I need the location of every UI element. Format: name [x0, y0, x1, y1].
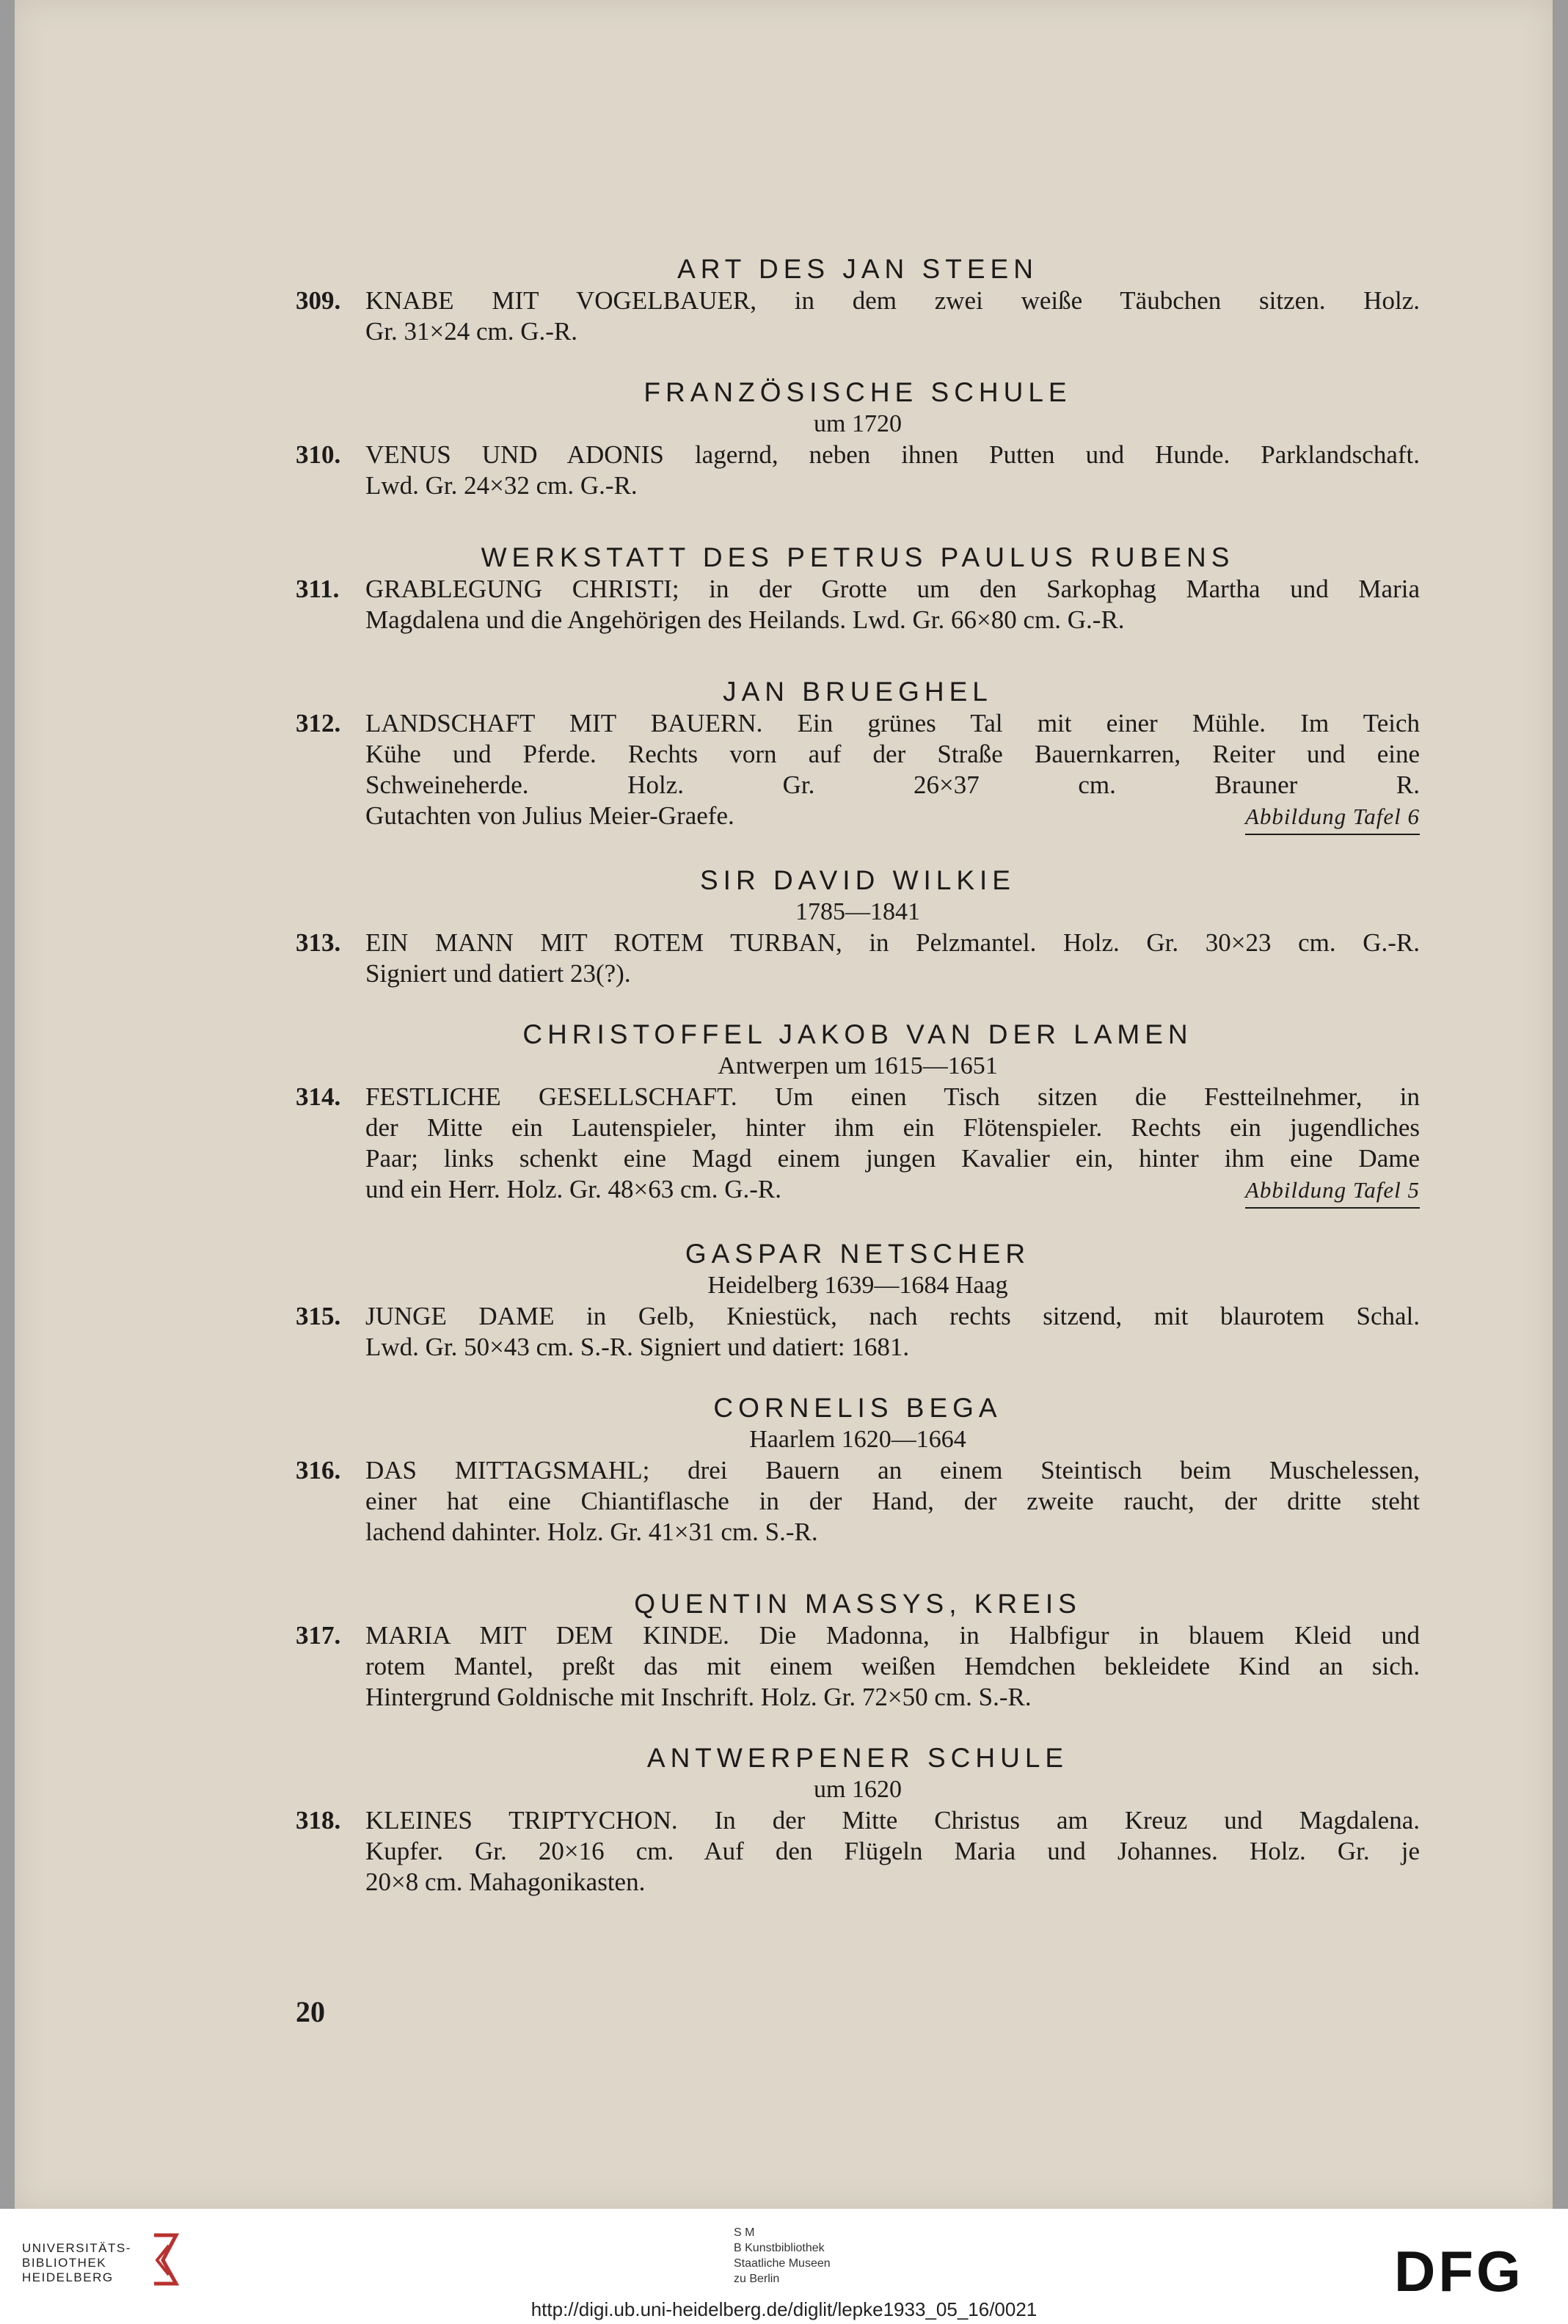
artist-dates: um 1720 — [814, 410, 902, 437]
description-line: VENUS UND ADONIS lagernd, neben ihnen Putten und Hunde. Parklandschaft. — [365, 440, 1420, 469]
viewer-footer — [0, 2209, 1568, 2324]
artist-dates: Haarlem 1620—1664 — [749, 1426, 966, 1453]
artist-dates: Heidelberg 1639—1684 Haag — [707, 1272, 1008, 1299]
description-line: Schweineherde. Holz. Gr. 26×37 cm. Brauner R. — [365, 771, 1420, 799]
lot-number: 312. — [296, 709, 341, 737]
catalog-entry — [296, 708, 1420, 835]
description-line: einer hat eine Chiantiflasche in der Hand, der zweite raucht, der dritte steht — [365, 1487, 1420, 1515]
logo-line: UNIVERSITÄTS- — [22, 2241, 131, 2255]
info-line: Staatliche Museen — [734, 2257, 831, 2270]
lot-number: 318. — [296, 1806, 341, 1835]
artist-heading: ANTWERPENER SCHULE — [646, 1743, 1069, 1773]
entry-description — [365, 1805, 1420, 1898]
logo-line: BIBLIOTHEK — [22, 2256, 107, 2270]
catalog-entry — [296, 1082, 1420, 1209]
entry-description — [365, 574, 1420, 635]
info-line: zu Berlin — [734, 2273, 780, 2285]
plate-reference-link[interactable]: Abbildung Tafel 5 — [1245, 1175, 1420, 1209]
catalog-entry — [296, 440, 1420, 501]
description-line: FESTLICHE GESELLSCHAFT. Um einen Tisch sitzen die Festteilnehmer, in — [365, 1082, 1420, 1111]
entry-description — [365, 1620, 1420, 1713]
lot-number: 310. — [296, 440, 341, 469]
entry-description — [365, 1082, 1420, 1209]
description-line: Gr. 31×24 cm. G.-R. — [365, 317, 578, 346]
description-line: lachend dahinter. Holz. Gr. 41×31 cm. S.-R. — [365, 1518, 818, 1546]
description-line: rotem Mantel, preßt das mit einem weißen Hemdchen bekleidete Kind an sich. — [365, 1652, 1420, 1680]
entry-gap — [296, 501, 1420, 542]
info-line: S M — [734, 2226, 755, 2239]
artist-heading: GASPAR NETSCHER — [685, 1239, 1031, 1269]
catalog-entry — [296, 1301, 1420, 1363]
description-line: LANDSCHAFT MIT BAUERN. Ein grünes Tal mit einer Mühle. Im Teich — [365, 709, 1420, 737]
lot-number: 311. — [296, 575, 340, 603]
artist-heading: CHRISTOFFEL JAKOB VAN DER LAMEN — [522, 1019, 1193, 1049]
entry-gap — [296, 989, 1420, 1019]
entry-gap — [296, 347, 1420, 376]
description-line: GRABLEGUNG CHRISTI; in der Grotte um den Sarkophag Martha und Maria — [365, 575, 1420, 603]
description-line: KLEINES TRIPTYCHON. In der Mitte Christus am Kreuz und Magdalena. — [365, 1806, 1420, 1835]
description-line: der Mitte ein Lautenspieler, hinter ihm ein Flötenspieler. Rechts ein jugendliches — [365, 1113, 1420, 1142]
artist-heading: ART DES JAN STEEN — [677, 254, 1038, 284]
artist-dates: um 1620 — [814, 1776, 902, 1803]
page-url-link[interactable]: http://digi.ub.uni-heidelberg.de/diglit/lepke1933_05_16/0021 — [530, 2298, 1038, 2320]
lot-number: 317. — [296, 1621, 341, 1650]
description-line: und ein Herr. Holz. Gr. 48×63 cm. G.-R. — [365, 1175, 782, 1203]
heidelberg-logo-icon — [147, 2231, 185, 2288]
lot-number: 316. — [296, 1456, 341, 1485]
description-line: Lwd. Gr. 50×43 cm. S.-R. Signiert und datiert: 1681. — [365, 1333, 910, 1361]
artist-heading: FRANZÖSISCHE SCHULE — [643, 377, 1072, 407]
scanned-page — [15, 0, 1553, 2209]
entry-description — [365, 1301, 1420, 1363]
entry-description — [365, 1455, 1420, 1548]
artist-heading: WERKSTATT DES PETRUS PAULUS RUBENS — [481, 542, 1235, 572]
catalog-content — [296, 253, 1420, 1898]
entry-gap — [296, 1363, 1420, 1392]
artist-heading: JAN BRUEGHEL — [723, 677, 993, 707]
description-line: Hintergrund Goldnische mit Inschrift. Holz. Gr. 72×50 cm. S.-R. — [365, 1683, 1032, 1711]
description-line: Magdalena und die Angehörigen des Heilands. Lwd. Gr. 66×80 cm. G.-R. — [365, 605, 1125, 634]
smb-kunstbibliothek-logo[interactable] — [734, 2225, 831, 2287]
description-last-line — [365, 801, 1420, 835]
catalog-entry — [296, 928, 1420, 989]
catalog-entry — [296, 1805, 1420, 1898]
artist-dates: 1785—1841 — [795, 898, 920, 925]
entry-gap — [296, 1713, 1420, 1742]
description-line: 20×8 cm. Mahagonikasten. — [365, 1868, 646, 1896]
page-number: 20 — [296, 1995, 325, 2028]
dfg-logo[interactable]: DFG — [1394, 2239, 1524, 2303]
entry-gap — [296, 835, 1420, 864]
description-line: Gutachten von Julius Meier-Graefe. — [365, 801, 734, 830]
description-line: EIN MANN MIT ROTEM TURBAN, in Pelzmantel. Holz. Gr. 30×23 cm. G.-R. — [365, 928, 1420, 957]
description-line: JUNGE DAME in Gelb, Kniestück, nach rechts sitzend, mit blaurotem Schal. — [365, 1302, 1420, 1330]
description-line: KNABE MIT VOGELBAUER, in dem zwei weiße Täubchen sitzen. Holz. — [365, 286, 1420, 315]
logo-line: HEIDELBERG — [22, 2270, 114, 2284]
artist-heading: SIR DAVID WILKIE — [700, 865, 1015, 895]
artist-heading: CORNELIS BEGA — [713, 1393, 1002, 1423]
catalog-entry — [296, 285, 1420, 347]
entry-gap — [296, 635, 1420, 676]
entry-description — [365, 708, 1420, 835]
description-line: Kühe und Pferde. Rechts vorn auf der Straße Bauernkarren, Reiter und eine — [365, 740, 1420, 768]
entry-gap — [296, 1548, 1420, 1588]
description-line: Paar; links schenkt eine Magd einem jungen Kavalier ein, hinter ihm eine Dame — [365, 1144, 1420, 1173]
lot-number: 313. — [296, 928, 341, 957]
catalog-entry — [296, 574, 1420, 635]
entry-description — [365, 285, 1420, 347]
catalog-entry — [296, 1620, 1420, 1713]
university-library-logo[interactable] — [22, 2241, 131, 2285]
description-last-line — [365, 1174, 1420, 1209]
artist-heading: QUENTIN MASSYS, KREIS — [634, 1589, 1082, 1619]
description-line: MARIA MIT DEM KINDE. Die Madonna, in Halbfigur in blauem Kleid und — [365, 1621, 1420, 1650]
description-line: Kupfer. Gr. 20×16 cm. Auf den Flügeln Maria und Johannes. Holz. Gr. je — [365, 1837, 1420, 1865]
info-line: B Kunstbibliothek — [734, 2242, 825, 2254]
entry-gap — [296, 1209, 1420, 1238]
lot-number: 309. — [296, 286, 341, 315]
description-line: Lwd. Gr. 24×32 cm. G.-R. — [365, 471, 638, 500]
entry-description — [365, 928, 1420, 989]
lot-number: 315. — [296, 1302, 341, 1330]
artist-dates: Antwerpen um 1615—1651 — [718, 1052, 998, 1079]
plate-reference-link[interactable]: Abbildung Tafel 6 — [1245, 801, 1420, 835]
description-line: DAS MITTAGSMAHL; drei Bauern an einem Steintisch beim Muschelessen, — [365, 1456, 1420, 1485]
entry-description — [365, 440, 1420, 501]
description-line: Signiert und datiert 23(?). — [365, 959, 631, 988]
catalog-entry — [296, 1455, 1420, 1548]
lot-number: 314. — [296, 1082, 341, 1111]
